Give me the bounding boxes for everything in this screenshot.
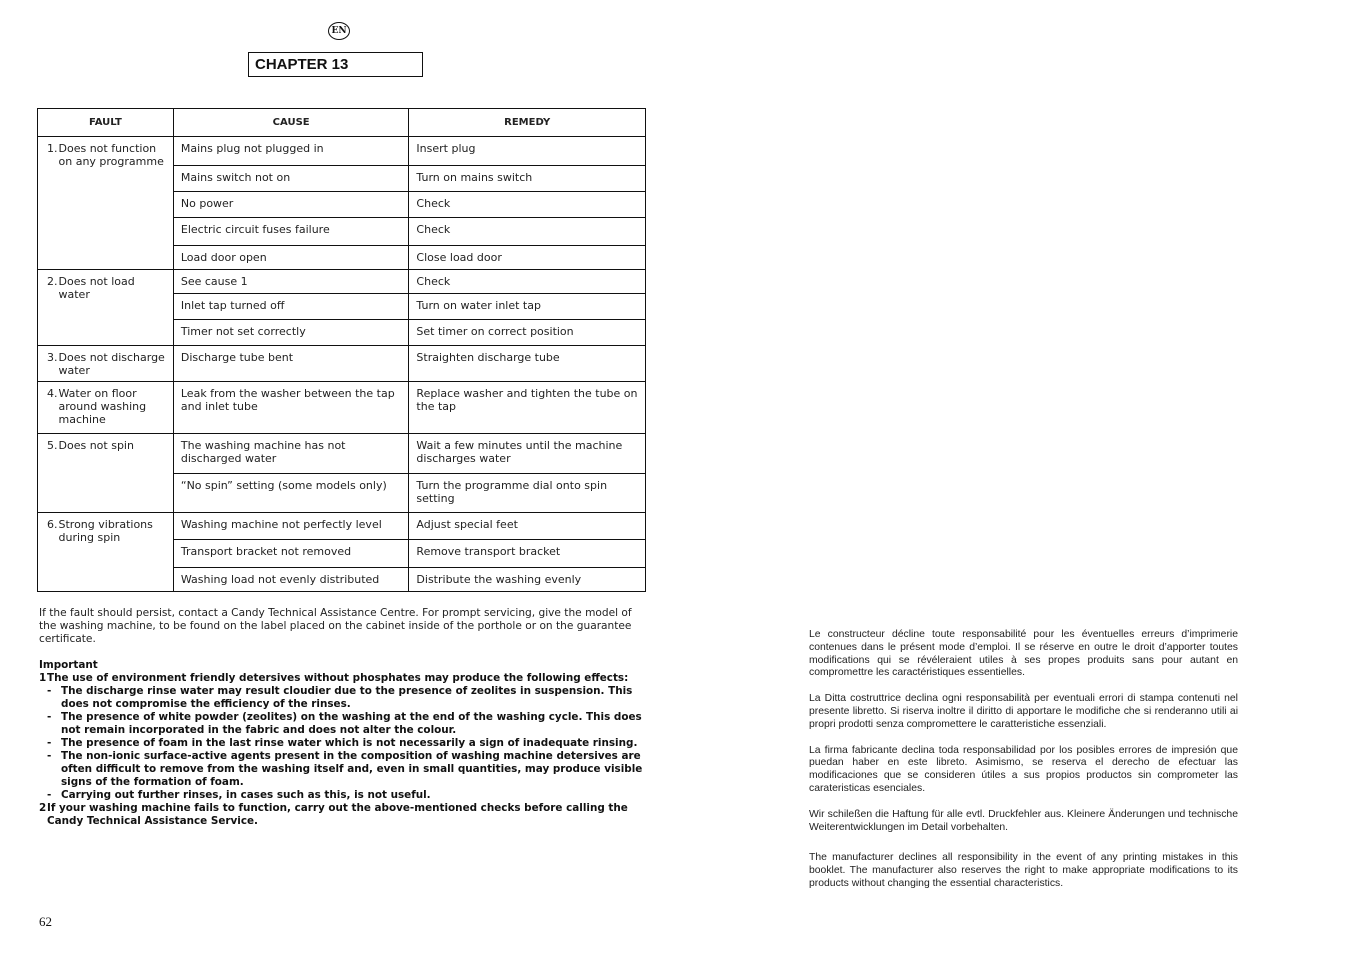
disclaimer-english: The manufacturer declines all responsibility in the event of any printing mistakes in this booklet. The manufacturer also reserves the right to make appropriate modifications to its products without changing the essential characteristics.: [809, 852, 1238, 889]
remedy-header: REMEDY: [409, 109, 646, 137]
bullet-text: The presence of white powder (zeolites) on the washing at the end of the washing cycle. This does not remain incorporated in the fabric and does not alter the colour.: [61, 711, 642, 736]
remedy-cell: Turn on mains switch: [409, 166, 646, 192]
remedy-cell: Check: [409, 192, 646, 218]
item-text: If your washing machine fails to function, carry out the above-mentioned checks before calling the Candy Technical Assistance Service.: [47, 802, 628, 827]
disclaimer-spanish: La firma fabricante declina toda responsabilidad por los posibles errores de impresión que puedan haber en este libreto. Asimismo, se reserva el derecho de efectuar las modificaciones que se consideren útiles a sus propios productos sin comprometer las carateristicas esenciales.: [809, 744, 1238, 794]
bullet-text: The non-ionic surface-active agents present in the composition of washing machine detersives are often difficult to remove from the washing itself and, even in small quantities, may produce visible signs of the formation of foam.: [61, 750, 643, 788]
fault-number: 6.: [47, 518, 58, 531]
disclaimer-italian: La Ditta costruttrice declina ogni responsabilità per eventuali errori di stampa contenuti nel presente libretto. Si riserva inoltre il diritto di apportare le modifiche che si renderanno utili ai propri prodotti senza compromettere le caratteristiche essenziali.: [809, 693, 1238, 730]
remedy-cell: Adjust special feet: [409, 513, 646, 540]
remedy-cell: Set timer on correct position: [409, 320, 646, 346]
dash-bullet: -: [47, 750, 52, 762]
remedy-cell: Close load door: [409, 246, 646, 270]
cause-cell: “No spin” setting (some models only): [173, 474, 409, 513]
fault-text: Does not function on any programme: [58, 142, 164, 168]
fault-cell: [38, 137, 174, 270]
important-section: [39, 659, 643, 828]
table-row: [38, 270, 646, 294]
remedy-cell: Turn the programme dial onto spin setting: [409, 474, 646, 513]
service-note: If the fault should persist, contact a Candy Technical Assistance Centre. For prompt servicing, give the model of the washing machine, to be found on the label placed on the cabinet inside of the porthole or on the guarantee certificate.: [39, 607, 632, 645]
bullet-text: The presence of foam in the last rinse water which is not necessarily a sign of inadequate rinsing.: [61, 737, 638, 749]
important-item-1: [39, 672, 643, 685]
remedy-cell: Check: [409, 270, 646, 294]
cause-cell: No power: [173, 192, 409, 218]
dash-bullet: -: [47, 711, 52, 723]
fault-text: Does not spin: [58, 439, 134, 452]
list-item: [39, 711, 643, 737]
cause-cell: The washing machine has not discharged water: [173, 434, 409, 474]
dash-bullet: -: [47, 685, 52, 697]
cause-cell: See cause 1: [173, 270, 409, 294]
item-number: 2: [39, 802, 47, 814]
cause-cell: Discharge tube bent: [173, 346, 409, 382]
troubleshooting-table: [37, 108, 646, 592]
list-item: [39, 737, 643, 750]
disclaimer-block: [809, 629, 1238, 904]
remedy-cell: Insert plug: [409, 137, 646, 166]
fault-cell: [38, 346, 174, 382]
fault-cell: [38, 434, 174, 513]
list-item: [39, 685, 643, 711]
important-heading: Important: [39, 659, 98, 671]
table-row: [38, 382, 646, 434]
cause-cell: Washing load not evenly distributed: [173, 568, 409, 592]
table-row: [38, 513, 646, 540]
dash-bullet: -: [47, 737, 52, 749]
fault-cell: [38, 382, 174, 434]
cause-cell: Washing machine not perfectly level: [173, 513, 409, 540]
fault-number: 4.: [47, 387, 58, 400]
remedy-cell: Remove transport bracket: [409, 540, 646, 568]
table-row: [38, 346, 646, 382]
remedy-cell: Distribute the washing evenly: [409, 568, 646, 592]
fault-header: FAULT: [38, 109, 174, 137]
remedy-cell: Straighten discharge tube: [409, 346, 646, 382]
cause-cell: Load door open: [173, 246, 409, 270]
remedy-cell: Check: [409, 218, 646, 246]
cause-cell: Leak from the washer between the tap and inlet tube: [173, 382, 409, 434]
item-text: The use of environment friendly detersives without phosphates may produce the following effects:: [47, 672, 629, 684]
page-number: 62: [39, 914, 52, 929]
list-item: [39, 750, 643, 789]
remedy-cell: Turn on water inlet tap: [409, 294, 646, 320]
bullet-text: The discharge rinse water may result cloudier due to the presence of zeolites in suspension. This does not compromise the efficiency of the rinses.: [61, 685, 633, 710]
cause-header: CAUSE: [173, 109, 409, 137]
item-number: 1: [39, 672, 47, 684]
fault-text: Does not discharge water: [58, 351, 165, 377]
disclaimer-french: Le constructeur décline toute responsabilité pour les éventuelles erreurs d’imprimerie contenues dans le présent mode d’emploi. Il se réserve en outre le droit d’apporter toutes modifications qui se révéleraient utiles à ses propes produits sans pour autant en compromettre les caractéristiques essentielles.: [809, 629, 1238, 679]
cause-cell: Inlet tap turned off: [173, 294, 409, 320]
fault-text: Does not load water: [58, 275, 135, 301]
fault-number: 5.: [47, 439, 58, 452]
remedy-cell: Replace washer and tighten the tube on the tap: [409, 382, 646, 434]
list-item: [39, 789, 643, 802]
cause-cell: Mains plug not plugged in: [173, 137, 409, 166]
bullet-text: Carrying out further rinses, in cases such as this, is not useful.: [61, 789, 431, 801]
fault-text: Strong vibrations during spin: [58, 518, 153, 544]
dash-bullet: -: [47, 789, 52, 801]
cause-cell: Electric circuit fuses failure: [173, 218, 409, 246]
language-badge: EN: [328, 22, 350, 40]
fault-cell: [38, 270, 174, 346]
disclaimer-german: Wir schileßen die Haftung für alle evtl. Druckfehler aus. Kleinere Änderungen und technische Weiterentwicklungen im Detail vorbehalten.: [809, 808, 1238, 833]
table-row: [38, 434, 646, 474]
cause-cell: Timer not set correctly: [173, 320, 409, 346]
table-header-row: [38, 109, 646, 137]
fault-cell: [38, 513, 174, 592]
table-row: [38, 137, 646, 166]
cause-cell: Transport bracket not removed: [173, 540, 409, 568]
remedy-cell: Wait a few minutes until the machine discharges water: [409, 434, 646, 474]
fault-number: 1.: [47, 142, 58, 155]
chapter-title: CHAPTER 13: [248, 52, 423, 77]
fault-number: 3.: [47, 351, 58, 364]
fault-text: Water on floor around washing machine: [58, 387, 147, 426]
fault-number: 2.: [47, 275, 58, 288]
important-item-2: [39, 802, 643, 828]
cause-cell: Mains switch not on: [173, 166, 409, 192]
